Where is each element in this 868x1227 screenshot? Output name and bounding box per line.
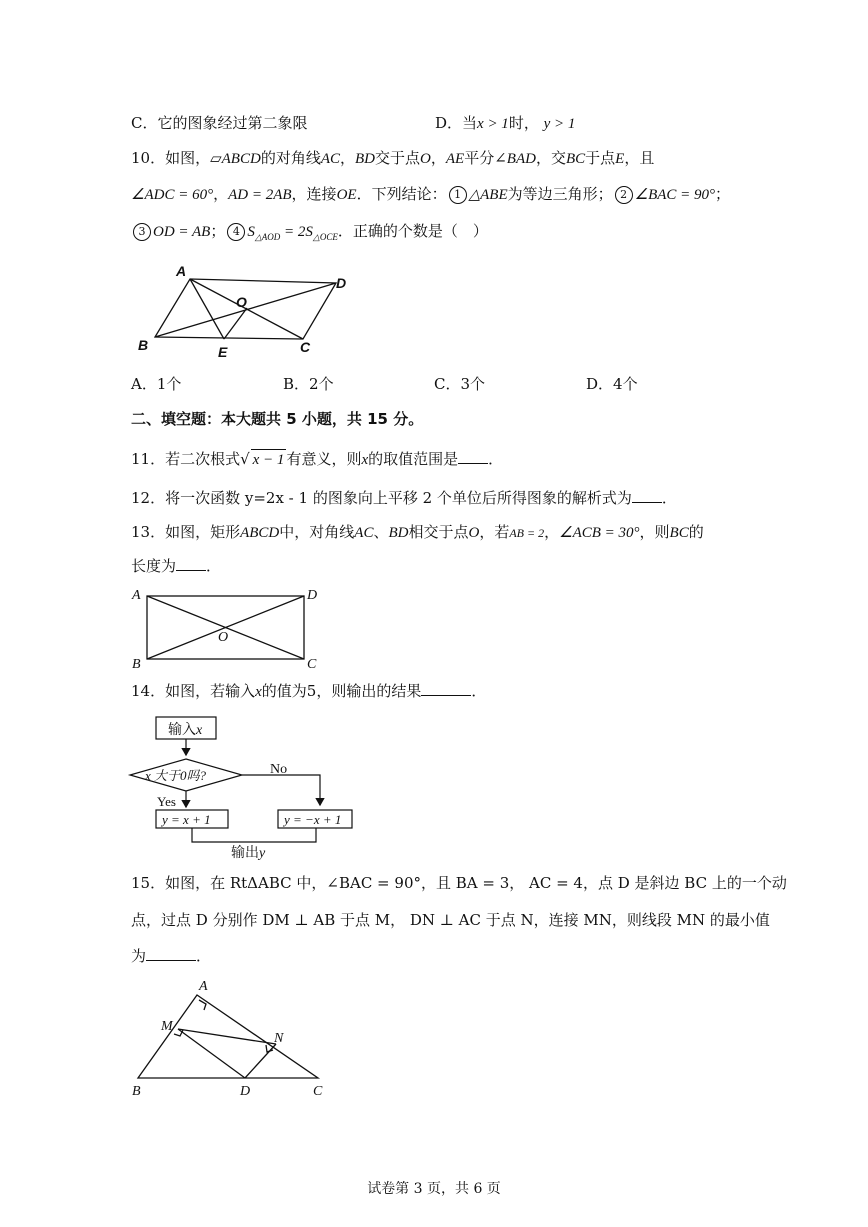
label-N: N [274, 1031, 284, 1046]
flow-yes-formula: y = x + 1 [162, 812, 211, 827]
q10-option-c: C．3个 [434, 375, 486, 393]
flow-yes-label: Yes [157, 794, 176, 809]
q9-option-d: D．当x > 1时， y > 1 [435, 114, 576, 132]
label-B: B [132, 1084, 141, 1099]
q15-line2: 点，过点 D 分别作 DM ⊥ AB 于点 M， DN ⊥ AC 于点 N，连接 MN，则线段 MN 的最小值 [131, 911, 770, 929]
label-A: A [132, 588, 141, 603]
flow-no-label: No [270, 762, 288, 777]
q13-line2: 长度为 ． [131, 557, 222, 575]
label-D: D [240, 1084, 251, 1099]
q11: 11．若二次根式√ x − 1 有意义，则x的取值范围是 ． [131, 450, 504, 468]
label-C: C [313, 1084, 323, 1099]
flow-input-label: 输入 [168, 723, 196, 738]
label-O: O [218, 630, 229, 645]
q10-option-b: B．2个 [283, 375, 334, 393]
q10-option-d: D．4个 [586, 375, 638, 393]
label-O: O [236, 294, 247, 310]
q10-line3: 3 OD = AB； 4 $S_{\triangle AOD} = 2S_{\triangle OCE}$．正确的个数是（ ） [131, 221, 488, 247]
q13-line1: 13．如图，矩形ABCD中，对角线AC、BD相交于点O，若AB = 2，∠ACB = 30°，则BC的 [131, 523, 704, 541]
flow-no-formula: y = −x + 1 [284, 812, 342, 827]
q10-option-a: A．1个 [131, 375, 182, 393]
q15-line3: 为 ． [131, 947, 212, 965]
label-D: D [307, 588, 318, 603]
label-B: B [132, 657, 141, 672]
label-A: A [176, 263, 187, 279]
label-C: C [300, 339, 311, 355]
svg-text:输入x: 输入x [168, 723, 203, 738]
circled-number-3: 3 [133, 223, 151, 241]
circled-number-2: 2 [615, 186, 633, 204]
svg-text:输出y: 输出y [231, 846, 266, 861]
label-M: M [161, 1019, 173, 1034]
label-A: A [199, 979, 208, 994]
circled-number-1: 1 [449, 186, 467, 204]
label-B: B [138, 337, 149, 353]
q12: 12．将一次函数 y=2x - 1 的图象向上平移 2 个单位后所得图象的解析式为 ． [131, 489, 677, 507]
q9-option-c: C．它的图象经过第二象限 [131, 114, 308, 132]
flow-decision-label: x 大于0吗? [145, 768, 207, 783]
flow-output-label: 输出 [231, 846, 259, 861]
q10-line1: 10．如图，▱ABCD的对角线AC，BD交于点O，AE平分∠BAD，交BC于点E，且 [131, 149, 655, 167]
q15-line1: 15．如图，在 RtΔABC 中，∠BAC = 90°，且 BA = 3， AC = 4，点 D 是斜边 BC 上的一个动 [131, 874, 787, 892]
q10-line2: ∠ADC = 60°，AD = 2AB，连接OE．下列结论： 1 △ABE为等边三角形； 2 ∠BAC = 90°； [131, 185, 731, 203]
circled-number-4: 4 [227, 223, 245, 241]
section-heading: 二、填空题：本大题共 5 小题，共 15 分。 [131, 410, 424, 428]
page-footer: 试卷第 3 页，共 6 页 [367, 1181, 501, 1197]
label-E: E [218, 344, 228, 360]
label-C: C [307, 657, 317, 672]
q14: 14．如图，若输入x的值为5，则输出的结果 ． [131, 682, 487, 700]
label-D: D [336, 275, 347, 291]
